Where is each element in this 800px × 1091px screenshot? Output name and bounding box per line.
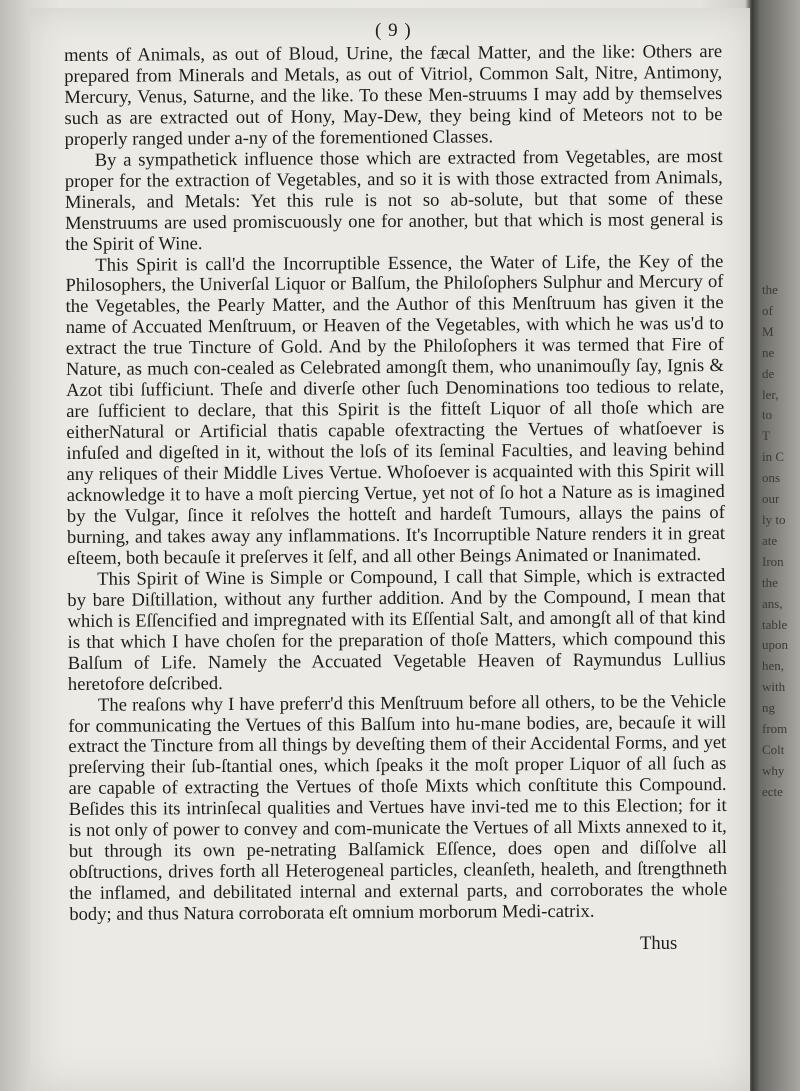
fragment-line: in C (762, 449, 785, 465)
fragment-line: de (762, 365, 775, 381)
paragraph-4: This Spirit of Wine is Simple or Compound, I call that Simple, which is extracted by bare Diſtillation, without any further addition. And by the Compound, I mean that which is Eſſencified and impregnated with its Eſſential Salt, and amongſt all of that kind is that which I have choſen for the preparation of thoſe Matters, which compound this Balſum of Life. Namely the Accuated Vegetable Heaven of Raymundus Lullius heretofore deſcribed. (67, 564, 726, 695)
fragment-line: M (762, 323, 774, 339)
fragment-line: with (762, 679, 786, 695)
fragment-line: Colt (762, 741, 785, 757)
paragraph-5: The reaſons why I have preferr'd this Menſtruum before all others, to be the Vehicle for communicating the Vertues of this Balſum into hu-mane bodies, are, becauſe it will extract the Tincture from all things by deveſting them of their Accidental Forms, and yet preſerving their ſub-ſtantial ones, which ſpeaks it the moſt proper Liquor of all ſuch as are capable of extracting the Vertues of thoſe Mixts which conſtitute this Compound. Beſides this its intrinſecal qualities and Vertues have invi-ted me to this Election; for it is not only of power to convey and com-municate the Vertues of all Mixts annexed to it, but through its own pe-netrating Balſamick Eſſence, does open and diſſolve all obſtructions, drives forth all Heterogeneal particles, cleanſeth, healeth, and ſtrengthneth the inflamed, and debilitated internal and external parts, and corroborates the whole body; and thus Natura corroborata eſt omnium morborum Medi-catrix. (68, 690, 728, 926)
page-number: ( 9 ) (375, 20, 412, 41)
paragraph-3: This Spirit is call'd the Incorruptible Essence, the Water of Life, the Key of the Philosophers, the Univerſal Liquor or Balſum, the Philoſophers Sulphur and Mercury of the Vegetables, the Pearly Matter, and the Author of this Menſtruum has given it the name of Accuated Menſtruum, or Heaven of the Vegetables, with which he was us'd to extract the true Tincture of Gold. And by the Philoſophers it was termed that Fire of Nature, as much con-cealed as Celebrated amongſt them, who unanimouſly ſay, Ignis & Azot tibi ſufficiunt. Theſe and diverſe other ſuch Denominations too tedious to relate, are ſufficient to declare, that this Spirit is the fitteſt Liquor of all thoſe which are eitherNatural or Artificial thatis capable ofextracting the Vertues of whatſoever is infuſed and digeſted in it, without the loſs of its ſeminal Faculties, and leaving behind any reliques of their Middle Lives Vertue. Whoſoever is acquainted with this Spirit will acknowledge it to have a moſt piercing Vertue, yet not of ſo hot a Nature as is imagined by the Vulgar, ſince it reſolves the hotteſt and hardeſt Tumours, allays the pains of burning, and takes away any inflammations. It's Incorruptible Nature renders it in great eſteem, both becauſe it preſerves it ſelf, and all other Beings Animated or Inanimated. (65, 250, 726, 569)
fragment-line: ler, (762, 386, 779, 402)
fragment-line: ans, (762, 595, 783, 611)
fragment-line: upon (762, 637, 788, 653)
fragment-line: the (762, 574, 778, 590)
book-page (30, 8, 750, 1091)
fragment-line: Iron (762, 553, 784, 569)
paragraph-1: ments of Animals, as out of Bloud, Urine, the fæcal Matter, and the like: Others are prepared from Minerals and Metals, as out of Vitriol, Common Salt, Nitre, Antimony, Mercury, Venus, Saturne, and the like. To these Men-struums I may add by themselves such as are extracted out of Hony, May-Dew, they being kind of Meteors not to be properly ranged under a-ny of the forementioned Classes. (63, 40, 723, 150)
fragment-line: to (762, 407, 773, 423)
paragraph-2: By a sympathetick influence those which are extracted from Vegetables, are most proper for the extraction of Vegetables, and so it is with those extracted from Animals, Minerals, and Metals: Yet this rule is not so ab-solute, but that some of these Menstruums are used promiscuously one for another, but that which is most general is the Spirit of Wine. (64, 145, 724, 255)
fragment-line: ons (762, 470, 781, 486)
fragment-line: hen, (762, 658, 785, 674)
fragment-line: our (762, 491, 780, 507)
fragment-line: ecte (762, 783, 783, 799)
fragment-line: ate (762, 532, 778, 548)
fragment-line: ng (762, 700, 775, 716)
facing-page-fragments (762, 280, 800, 803)
fragment-line: ne (762, 344, 775, 360)
fragment-line: from (762, 721, 788, 737)
fragment-line: the (762, 282, 778, 297)
fragment-line: why (762, 762, 785, 778)
fragment-line: table (762, 616, 788, 632)
fragment-line: of (762, 302, 773, 318)
fragment-line: ly to (762, 511, 786, 527)
page-body-text (64, 42, 727, 926)
fragment-line: T (762, 428, 770, 444)
catchword: Thus (640, 933, 678, 954)
